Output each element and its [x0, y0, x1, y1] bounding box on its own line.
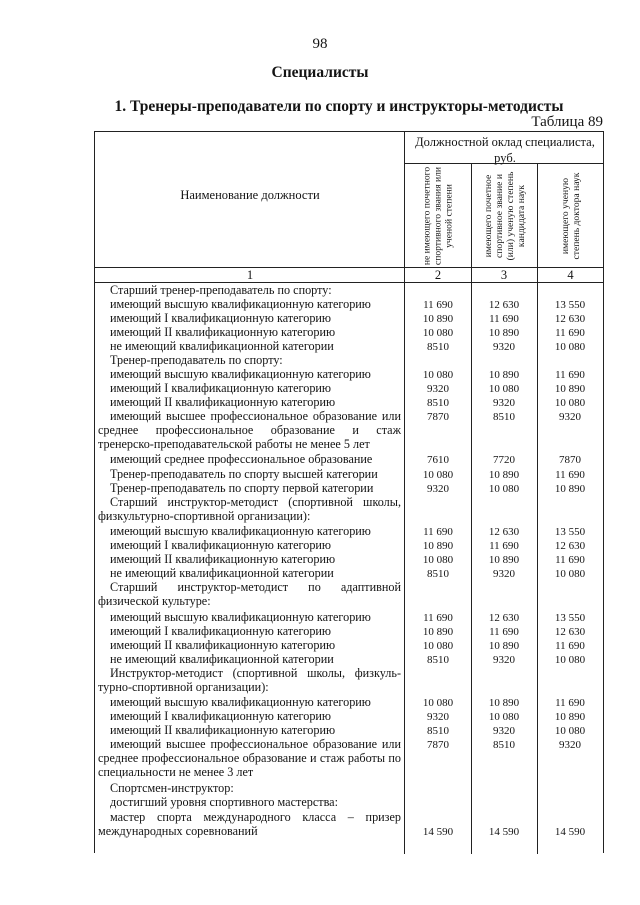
salary-value: 10 890 — [422, 626, 454, 638]
table-row — [95, 610, 605, 624]
row-label: имеющий II квалификационную категорию — [110, 552, 336, 566]
row-label: имеющий высшую квалификационную категорию — [110, 695, 371, 709]
row-label: имеющий высшую квалификационную категорию — [110, 610, 371, 624]
salary-value: 10 080 — [488, 383, 520, 395]
row-label: имеющий I квалификационную категорию — [110, 311, 332, 325]
salary-table — [94, 131, 604, 853]
table-row — [95, 467, 605, 481]
table-row — [95, 297, 605, 311]
header-col-2: не имеющего почетного спортивного звания или ученой степени — [421, 166, 455, 265]
salary-value: 10 890 — [554, 483, 586, 495]
salary-value: 9320 — [559, 739, 581, 751]
row-label: достигший уровня спортивного мастерства: — [110, 795, 338, 809]
row-label: имеющий I квалификационную категорию — [110, 538, 332, 552]
salary-value: 10 080 — [422, 469, 454, 481]
salary-value: 11 690 — [555, 327, 585, 339]
salary-value: 7610 — [427, 454, 449, 466]
salary-value: 10 890 — [488, 327, 520, 339]
salary-value: 8510 — [427, 397, 449, 409]
table-row — [95, 781, 605, 795]
row-label: Тренер-преподаватель по спорту первой категории — [110, 481, 374, 495]
table-row — [95, 452, 605, 466]
table-row — [95, 580, 605, 608]
salary-value: 9320 — [493, 568, 515, 580]
salary-value: 11 690 — [555, 369, 585, 381]
salary-value: 8510 — [493, 411, 515, 423]
table-row — [95, 709, 605, 723]
salary-value: 10 080 — [554, 725, 586, 737]
salary-value: 10 890 — [554, 711, 586, 723]
salary-value: 10 080 — [422, 369, 454, 381]
column-number: 1 — [246, 268, 254, 282]
salary-value: 8510 — [427, 341, 449, 353]
salary-value: 10 890 — [488, 369, 520, 381]
salary-value: 9320 — [493, 341, 515, 353]
salary-value: 11 690 — [423, 299, 453, 311]
row-label: Инструктор-методист (спортивной школы, физкуль-турно-спортивной организации): — [98, 666, 401, 694]
table-row — [95, 723, 605, 737]
salary-value: 12 630 — [488, 299, 520, 311]
salary-value: 7720 — [493, 454, 515, 466]
salary-value: 10 080 — [488, 711, 520, 723]
salary-value: 11 690 — [555, 640, 585, 652]
salary-value: 10 890 — [554, 383, 586, 395]
section-title: Специалисты — [271, 64, 369, 81]
salary-value: 7870 — [427, 411, 449, 423]
table-caption: Таблица 89 — [531, 114, 603, 130]
salary-value: 10 890 — [488, 554, 520, 566]
subsection-title: 1. Тренеры-преподаватели по спорту и инструкторы-методисты — [114, 98, 564, 115]
table-row — [95, 737, 605, 779]
table-row — [95, 624, 605, 638]
row-label: имеющий среднее профессиональное образование — [110, 452, 373, 466]
table-row — [95, 538, 605, 552]
table-row — [95, 566, 605, 580]
salary-value: 10 890 — [488, 640, 520, 652]
table-row — [95, 552, 605, 566]
table-row — [95, 339, 605, 353]
salary-value: 14 590 — [488, 826, 520, 838]
row-label: имеющий высшее профессиональное образование или среднее профессиональное образование и стаж работы по специальности не менее 3 лет — [98, 737, 401, 779]
salary-value: 14 590 — [422, 826, 454, 838]
row-label: имеющий высшую квалификационную категорию — [110, 297, 371, 311]
salary-value: 12 630 — [488, 612, 520, 624]
header-col-4: имеющего ученую степень доктора наук — [560, 172, 582, 259]
salary-value: 12 630 — [554, 540, 586, 552]
salary-value: 12 630 — [554, 313, 586, 325]
table-row — [95, 353, 605, 367]
salary-value: 8510 — [427, 568, 449, 580]
table-row — [95, 524, 605, 538]
salary-value: 11 690 — [555, 469, 585, 481]
salary-value: 11 690 — [489, 626, 519, 638]
table-row — [95, 311, 605, 325]
row-label: имеющий высшую квалификационную категорию — [110, 367, 371, 381]
salary-value: 12 630 — [488, 526, 520, 538]
salary-value: 10 080 — [554, 341, 586, 353]
salary-value: 10 890 — [422, 540, 454, 552]
row-label: не имеющий квалификационной категории — [110, 339, 334, 353]
salary-value: 9320 — [427, 383, 449, 395]
salary-value: 10 080 — [422, 640, 454, 652]
header-salary: Должностной оклад специалиста, руб. — [415, 135, 595, 165]
row-label: Тренер-преподаватель по спорту высшей категории — [110, 467, 378, 481]
salary-value: 9320 — [493, 397, 515, 409]
table-row — [95, 695, 605, 709]
salary-value: 7870 — [559, 454, 581, 466]
table-row — [95, 652, 605, 666]
row-label: имеющий высшее профессиональное образование или среднее профессиональное образование и стаж тренерско-преподавательской работы не менее 5 лет — [98, 409, 401, 451]
salary-value: 10 080 — [488, 483, 520, 495]
salary-value: 11 690 — [489, 540, 519, 552]
table-row — [95, 795, 605, 809]
salary-value: 10 080 — [422, 327, 454, 339]
table-row — [95, 367, 605, 381]
row-label: имеющий высшую квалификационную категорию — [110, 524, 371, 538]
header-col-3: имеющего почетное спортивное звание и (или) ученую степень кандидата наук — [482, 171, 527, 260]
salary-value: 10 890 — [488, 697, 520, 709]
salary-value: 10 890 — [488, 469, 520, 481]
row-label: мастер спорта международного класса – призер международных соревнований — [98, 810, 401, 838]
salary-value: 8510 — [427, 654, 449, 666]
table-row — [95, 283, 605, 297]
salary-value: 9320 — [559, 411, 581, 423]
salary-value: 10 080 — [554, 654, 586, 666]
table-row — [95, 666, 605, 694]
salary-value: 13 550 — [554, 612, 586, 624]
salary-value: 10 080 — [554, 568, 586, 580]
row-label: Спортсмен-инструктор: — [110, 781, 234, 795]
salary-value: 11 690 — [555, 697, 585, 709]
column-number: 2 — [434, 268, 442, 282]
row-label: не имеющий квалификационной категории — [110, 652, 334, 666]
row-label: Старший инструктор-методист (спортивной школы, физкультурно-спортивной организации): — [98, 495, 401, 523]
table-row — [95, 395, 605, 409]
row-label: имеющий II квалификационную категорию — [110, 395, 336, 409]
table-row — [95, 810, 605, 838]
salary-value: 9320 — [427, 711, 449, 723]
header-position-name: Наименование должности — [180, 188, 320, 202]
table-row — [95, 409, 605, 451]
row-label: не имеющий квалификационной категории — [110, 566, 334, 580]
column-number: 3 — [500, 268, 508, 282]
salary-value: 8510 — [427, 725, 449, 737]
salary-value: 11 690 — [555, 554, 585, 566]
salary-value: 7870 — [427, 739, 449, 751]
salary-value: 10 080 — [422, 697, 454, 709]
salary-value: 9320 — [427, 483, 449, 495]
salary-value: 11 690 — [423, 526, 453, 538]
salary-value: 8510 — [493, 739, 515, 751]
row-label: имеющий I квалификационную категорию — [110, 709, 332, 723]
row-label: Старший инструктор-методист по адаптивной физической культуре: — [98, 580, 401, 608]
row-label: имеющий II квалификационную категорию — [110, 325, 336, 339]
table-row — [95, 381, 605, 395]
column-number: 4 — [567, 268, 574, 282]
row-label: Старший тренер-преподаватель по спорту: — [110, 283, 332, 297]
table-row — [95, 638, 605, 652]
salary-value: 13 550 — [554, 299, 586, 311]
salary-value: 11 690 — [489, 313, 519, 325]
row-label: имеющий II квалификационную категорию — [110, 638, 336, 652]
table-row — [95, 481, 605, 495]
salary-value: 12 630 — [554, 626, 586, 638]
page-number: 98 — [312, 36, 328, 52]
row-label: имеющий I квалификационную категорию — [110, 381, 332, 395]
salary-value: 10 890 — [422, 313, 454, 325]
salary-value: 14 590 — [554, 826, 586, 838]
table-row — [95, 325, 605, 339]
salary-value: 10 080 — [554, 397, 586, 409]
row-label: имеющий II квалификационную категорию — [110, 723, 336, 737]
salary-value: 13 550 — [554, 526, 586, 538]
salary-value: 9320 — [493, 654, 515, 666]
table-row — [95, 495, 605, 523]
row-label: Тренер-преподаватель по спорту: — [110, 353, 283, 367]
salary-value: 9320 — [493, 725, 515, 737]
row-label: имеющий I квалификационную категорию — [110, 624, 332, 638]
salary-value: 11 690 — [423, 612, 453, 624]
salary-value: 10 080 — [422, 554, 454, 566]
